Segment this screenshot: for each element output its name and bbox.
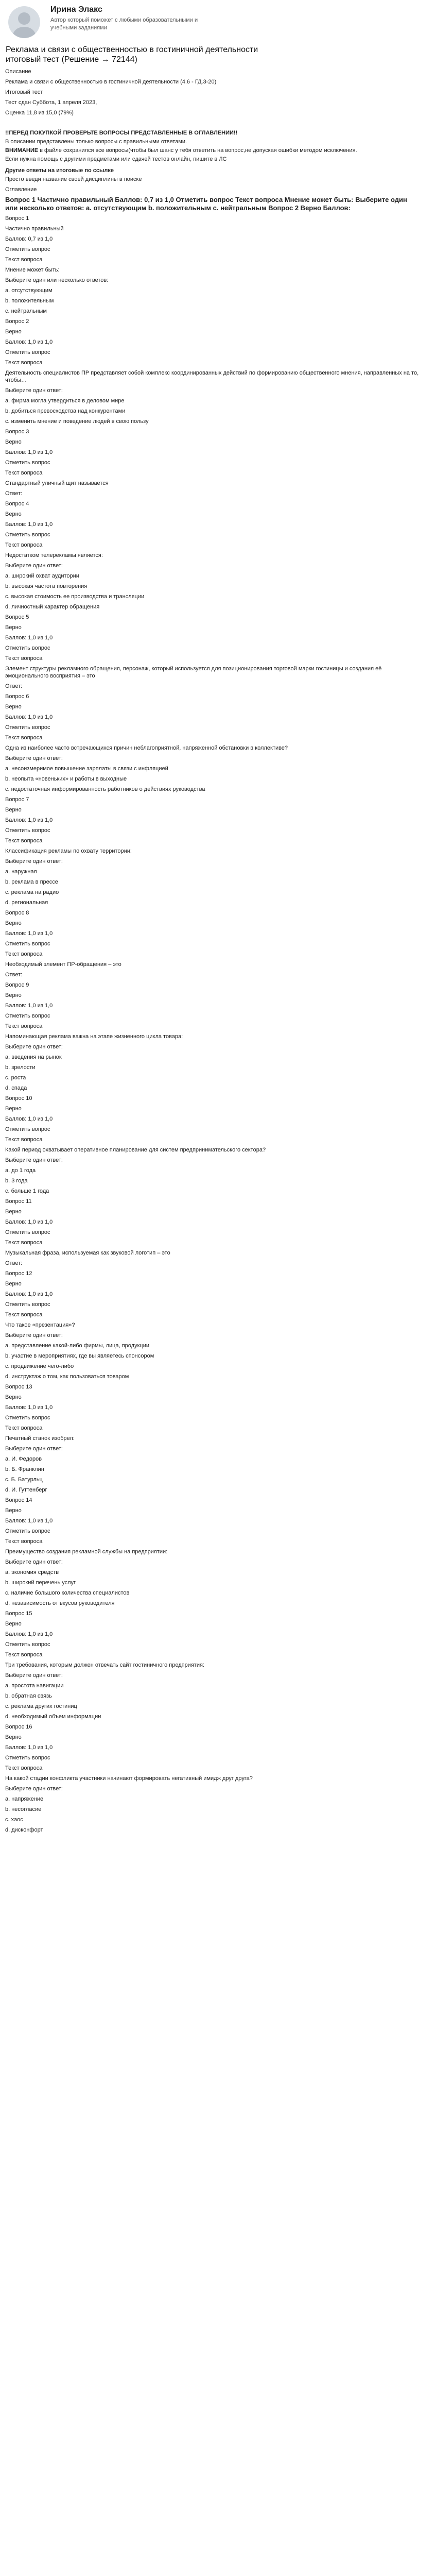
content-line[interactable]: Отметить вопрос xyxy=(5,645,50,651)
content-line: Ответ: xyxy=(5,972,23,978)
content-line: Баллов: 0,7 из 1,0 xyxy=(5,236,53,242)
content-line: Печатный станок изобрел: xyxy=(5,1435,75,1442)
author-description: Автор который поможет с любыми образовательными и учебными заданиями xyxy=(50,17,198,31)
content-line[interactable]: Отметить вопрос xyxy=(5,827,50,834)
content-line: c. реклама на радио xyxy=(5,889,59,895)
content-line: Текст вопроса xyxy=(5,1023,43,1029)
content-line: Баллов: 1,0 из 1,0 xyxy=(5,714,53,720)
content-line: Текст вопроса xyxy=(5,1137,43,1143)
content-line: Текст вопроса xyxy=(5,1765,43,1771)
content-line: Музыкальная фраза, используемая как звуковой логотип – это xyxy=(5,1250,170,1256)
content-line[interactable]: Отметить вопрос xyxy=(5,1229,50,1235)
intro-heading: Вопрос 1 Частично правильный Баллов: 0,7 из 1,0 Отметить вопрос Текст вопроса Мнение может быть: Выберите один или несколько ответов: a. отсутствующим b. положительным c. нейтральным Вопрос 2 Верно Баллов: xyxy=(5,196,407,212)
content-line: Текст вопроса xyxy=(5,360,43,366)
content-line: b. высокая частота повторения xyxy=(5,583,88,589)
content-line: Баллов: 1,0 из 1,0 xyxy=(5,930,53,937)
content-line[interactable]: Отметить вопрос xyxy=(5,941,50,947)
content-line: c. наличие большого количества специалистов xyxy=(5,1590,130,1596)
content-line: Выберите один ответ: xyxy=(5,858,63,865)
content-line: Выберите один ответ: xyxy=(5,1559,63,1565)
attention-body: в файле сохранился все вопросы(чтобы был шанс у тебя ответить на вопрос,не допуская ошибки методом исключения. xyxy=(40,147,357,154)
content-line: Верно xyxy=(5,807,22,813)
content-line: Вопрос 2 xyxy=(5,318,29,325)
content-line: Текст вопроса xyxy=(5,1652,43,1658)
content-line: c. хаос xyxy=(5,1817,23,1823)
content-line: Выберите один ответ: xyxy=(5,1672,63,1679)
content-line: Верно xyxy=(5,1209,22,1215)
content-line: b. участие в мероприятиях, где вы являетесь спонсором xyxy=(5,1353,154,1359)
content-line: b. неопыта «новеньких» и работы в выходные xyxy=(5,776,127,782)
content-line: a. отсутствующим xyxy=(5,287,53,294)
content-line: c. высокая стоимость ее производства и трансляции xyxy=(5,594,145,600)
content-line: a. представление какой-либо фирмы, лица, продукции xyxy=(5,1343,149,1349)
content-line: Текст вопроса xyxy=(5,735,43,741)
content-line: Верно xyxy=(5,1507,22,1514)
content-line: Баллов: 1,0 из 1,0 xyxy=(5,1744,53,1751)
content-line: d. дисконфорт xyxy=(5,1827,43,1833)
content-line: Вопрос 9 xyxy=(5,982,29,988)
content-line: Текст вопроса xyxy=(5,1425,43,1431)
content-line: Вопрос 15 xyxy=(5,1611,32,1617)
content-line: Баллов: 1,0 из 1,0 xyxy=(5,1291,53,1297)
content-line: Ответ: xyxy=(5,1260,23,1266)
content-line[interactable]: Отметить вопрос xyxy=(5,349,50,355)
avatar[interactable] xyxy=(8,6,40,38)
content-line: Какой период охватывает оперативное планирование для систем предпринимательского сектора? xyxy=(5,1147,266,1153)
content-line: b. Б. Франклин xyxy=(5,1466,44,1472)
content-line: Деятельность специалистов ПР представляет собой комплекс координированных действий по формированию общественного мнения, направленных на то, чтобы… xyxy=(5,370,419,383)
content-line: Баллов: 1,0 из 1,0 xyxy=(5,1219,53,1225)
content-line: На какой стадии конфликта участники начинают формировать негативный имидж друг друга? xyxy=(5,1775,253,1782)
content-line: Одна из наиболее часто встречающихся причин неблагоприятной, напряженной обстановки в коллективе? xyxy=(5,745,288,751)
question-list xyxy=(5,213,421,1835)
content-line: Текст вопроса xyxy=(5,542,43,548)
content-line[interactable]: Отметить вопрос xyxy=(5,1013,50,1019)
content-line: a. наружная xyxy=(5,869,37,875)
content-line: b. реклама в прессе xyxy=(5,879,58,885)
content-line[interactable]: Отметить вопрос xyxy=(5,246,50,252)
attention-label: ВНИМАНИЕ xyxy=(5,147,39,154)
content-line: b. 3 года xyxy=(5,1178,28,1184)
content-line: Ответ: xyxy=(5,683,23,689)
content-line: d. необходимый объем информации xyxy=(5,1714,101,1720)
content-line: b. несогласие xyxy=(5,1806,42,1812)
content-line: c. недостаточная информированность работников о действиях руководства xyxy=(5,786,205,792)
info-text: В описании представлены только вопросы с правильными ответами. xyxy=(5,139,187,145)
content-line: Верно xyxy=(5,439,22,445)
attention-text xyxy=(5,147,421,154)
content-line: d. И. Гуттенберг xyxy=(5,1487,47,1493)
content-line: Вопрос 16 xyxy=(5,1724,32,1730)
content-line: a. фирма могла утвердиться в деловом мире xyxy=(5,398,125,404)
content-line: Выберите один ответ: xyxy=(5,563,63,569)
content-line: Вопрос 14 xyxy=(5,1497,32,1503)
content-line: Текст вопроса xyxy=(5,951,43,957)
content-line: a. экономия средств xyxy=(5,1569,59,1575)
content-line: Выберите один ответ: xyxy=(5,755,63,761)
content-line: Баллов: 1,0 из 1,0 xyxy=(5,1003,53,1009)
content-line: Что такое «презентация»? xyxy=(5,1322,75,1328)
final-test-label: Итоговый тест xyxy=(5,89,43,95)
content-line: Текст вопроса xyxy=(5,257,43,263)
content-line: Баллов: 1,0 из 1,0 xyxy=(5,339,53,345)
content-line: a. напряжение xyxy=(5,1796,44,1802)
content-line: b. широкий перечень услуг xyxy=(5,1580,76,1586)
warning-text: !!ПЕРЕД ПОКУПКОЙ ПРОВЕРЬТЕ ВОПРОСЫ ПРЕДСТАВЛЕННЫЕ В ОГЛАВЛЕНИИ!! xyxy=(5,130,238,136)
content-line: Баллов: 1,0 из 1,0 xyxy=(5,1631,53,1637)
score-line: Оценка 11,8 из 15,0 (79%) xyxy=(5,110,74,116)
content-line[interactable]: Отметить вопрос xyxy=(5,460,50,466)
content-line: b. положительным xyxy=(5,298,54,304)
content-line: Выберите один ответ: xyxy=(5,1332,63,1338)
content-line[interactable]: Отметить вопрос xyxy=(5,532,50,538)
page-title: Реклама и связи с общественностью в гостиничной деятельности итоговый тест (Решение → 72144) xyxy=(6,45,258,64)
content-line: Текст вопроса xyxy=(5,655,43,662)
content-line: c. роста xyxy=(5,1075,26,1081)
content-line: Вопрос 13 xyxy=(5,1384,32,1390)
other-tests-text: Если нужна помощь с другими предметами или сдачей тестов онлайн, пишите в ЛС xyxy=(5,156,227,162)
content-line: d. региональная xyxy=(5,900,48,906)
content-line: Мнение может быть: xyxy=(5,267,60,273)
content-line: Вопрос 12 xyxy=(5,1270,32,1277)
content-line: Баллов: 1,0 из 1,0 xyxy=(5,1404,53,1411)
content-line: b. обратная связь xyxy=(5,1693,52,1699)
content-line: Баллов: 1,0 из 1,0 xyxy=(5,817,53,823)
content-line: Верно xyxy=(5,920,22,926)
content-line: Выберите один ответ: xyxy=(5,1786,63,1792)
content-line: c. продвижение чего-либо xyxy=(5,1363,74,1369)
content-line[interactable]: Отметить вопрос xyxy=(5,1528,50,1534)
content-line: Вопрос 5 xyxy=(5,614,29,620)
content-line: c. реклама других гостиниц xyxy=(5,1703,77,1709)
content-line: Выберите один ответ: xyxy=(5,1157,63,1163)
content-line: b. добиться превосходства над конкурентами xyxy=(5,408,126,414)
content-line: Верно xyxy=(5,624,22,631)
content-line: Ответ: xyxy=(5,490,23,497)
content-line: a. несоизмеримое повышение зарплаты в связи с инфляцией xyxy=(5,766,168,772)
content-line: Верно xyxy=(5,329,22,335)
author-name[interactable]: Ирина Элакс xyxy=(50,5,102,14)
content-line: c. нейтральным xyxy=(5,308,47,314)
content-line: Вопрос 11 xyxy=(5,1198,32,1205)
content-line[interactable]: Отметить вопрос xyxy=(5,1301,50,1308)
content-line: d. личностный характер обращения xyxy=(5,604,100,610)
content-line[interactable]: Отметить вопрос xyxy=(5,724,50,731)
content-line: Выберите один ответ: xyxy=(5,387,63,394)
content-line: a. до 1 года xyxy=(5,1167,36,1174)
submitted-date: Тест сдан Суббота, 1 апреля 2023, xyxy=(5,99,97,106)
content-line: Выберите один или несколько ответов: xyxy=(5,277,109,283)
content-line[interactable]: Отметить вопрос xyxy=(5,1126,50,1132)
content-line: Текст вопроса xyxy=(5,1240,43,1246)
content-line: Верно xyxy=(5,1394,22,1400)
content-line: Текст вопроса xyxy=(5,838,43,844)
content-line: Баллов: 1,0 из 1,0 xyxy=(5,449,53,455)
content-line: Выберите один ответ: xyxy=(5,1446,63,1452)
content-line: Частично правильный xyxy=(5,226,64,232)
content-line: Текст вопроса xyxy=(5,470,43,476)
content-line: a. широкий охват аудитории xyxy=(5,573,79,579)
content-line: Стандартный уличный щит называется xyxy=(5,480,109,486)
author-block xyxy=(5,3,421,44)
content-line: Недостатком телерекламы является: xyxy=(5,552,103,558)
content-line: d. спада xyxy=(5,1085,27,1091)
content-line: c. больше 1 года xyxy=(5,1188,49,1194)
content-line: Верно xyxy=(5,992,22,998)
content-line: a. простота навигации xyxy=(5,1683,64,1689)
content-line: d. независимость от вкусов руководителя xyxy=(5,1600,115,1606)
content-line: a. И. Федоров xyxy=(5,1456,42,1462)
content-line: b. зрелости xyxy=(5,1064,36,1071)
content-line: Текст вопроса xyxy=(5,1312,43,1318)
content-line: Верно xyxy=(5,1106,22,1112)
content-line: c. изменить мнение и поведение людей в свою пользу xyxy=(5,418,149,425)
content-line: Баллов: 1,0 из 1,0 xyxy=(5,1518,53,1524)
content-line: Вопрос 10 xyxy=(5,1095,32,1101)
content-line: Выберите один ответ: xyxy=(5,1044,63,1050)
author-info xyxy=(50,3,215,32)
content-line: Вопрос 7 xyxy=(5,796,29,803)
content-line: Баллов: 1,0 из 1,0 xyxy=(5,521,53,528)
content-line: Текст вопроса xyxy=(5,1538,43,1545)
content-line: a. введения на рынок xyxy=(5,1054,62,1060)
content-line: Верно xyxy=(5,511,22,517)
content-line: d. инструктаж о том, как пользоваться товаром xyxy=(5,1374,129,1380)
content-line: Вопрос 3 xyxy=(5,429,29,435)
content-line: Преимущество создания рекламной службы на предприятии: xyxy=(5,1549,168,1555)
content-line: Баллов: 1,0 из 1,0 xyxy=(5,635,53,641)
content-line[interactable]: Отметить вопрос xyxy=(5,1641,50,1648)
content-line: Верно xyxy=(5,1621,22,1627)
content-line: Вопрос 8 xyxy=(5,910,29,916)
content-line: Вопрос 1 xyxy=(5,215,29,222)
other-answers-link[interactable]: Другие ответы на итоговые по ссылке xyxy=(5,167,114,174)
content-line[interactable]: Отметить вопрос xyxy=(5,1755,50,1761)
content-line: Необходимый элемент ПР-обращения – это xyxy=(5,961,121,968)
content-line: Баллов: 1,0 из 1,0 xyxy=(5,1116,53,1122)
description-label: Описание xyxy=(5,69,31,75)
content-line: Три требования, которым должен отвечать сайт гостиничного предприятия: xyxy=(5,1662,204,1668)
content-line: Верно xyxy=(5,1281,22,1287)
content-line: Напоминающая реклама важна на этапе жизненного цикла товара: xyxy=(5,1033,183,1040)
description-text: Реклама и связи с общественностью в гостиничной деятельности (4.6 - ГД.3-20) xyxy=(5,79,217,85)
content-line: Верно xyxy=(5,1734,22,1740)
content-line[interactable]: Отметить вопрос xyxy=(5,1415,50,1421)
content-line: Классификация рекламы по охвату территории: xyxy=(5,848,132,854)
content-line: Верно xyxy=(5,704,22,710)
content-line: Вопрос 4 xyxy=(5,501,29,507)
content-line: Элемент структуры рекламного обращения, персонаж, который используется для позиционирования торговой марки гостиницы и создания её эмоционального восприятия – это xyxy=(5,666,382,679)
table-of-contents-label: Оглавление xyxy=(5,187,37,193)
content-line: Вопрос 6 xyxy=(5,693,29,700)
content-line: c. Б. Батурльц xyxy=(5,1477,43,1483)
link-hint: Просто введи название своей дисциплины в поиске xyxy=(5,176,142,182)
